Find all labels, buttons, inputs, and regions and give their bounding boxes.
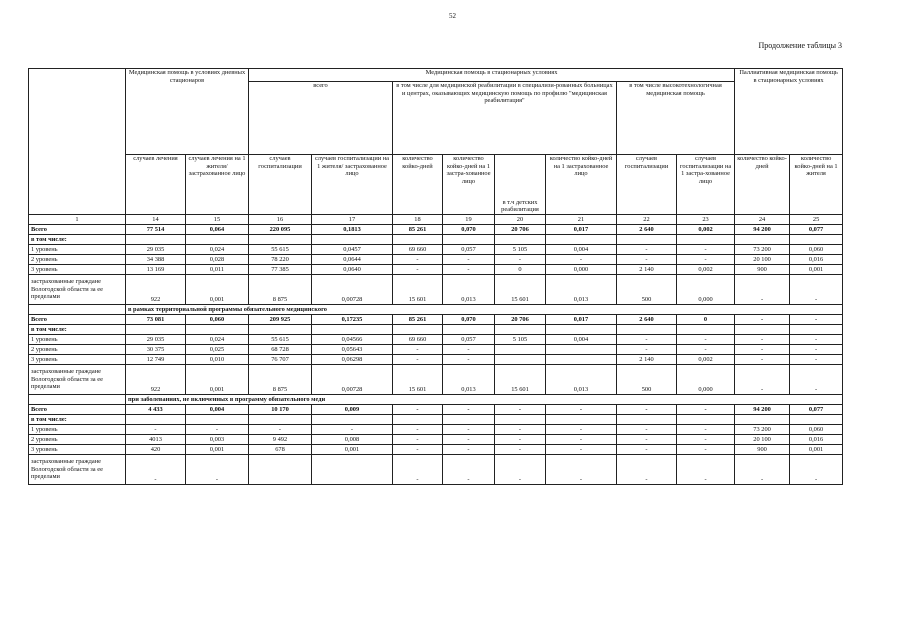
table-cell: - <box>393 255 443 265</box>
table-cell: 0,016 <box>790 435 843 445</box>
table-cell: - <box>546 405 617 415</box>
table-row <box>29 415 843 425</box>
subheader-cell: случаев госпитализации на 1 жителя/ застрахованное лицо <box>312 155 393 215</box>
table-cell: - <box>393 425 443 435</box>
table-cell <box>495 355 546 365</box>
table-cell: - <box>495 455 546 485</box>
table-cell: - <box>393 455 443 485</box>
table-cell: 68 728 <box>249 345 312 355</box>
table-cell: 76 707 <box>249 355 312 365</box>
row-label: Всего <box>29 405 126 415</box>
header-inpatient: Медицинская помощь в стационарных условиях <box>249 69 735 82</box>
table-cell: - <box>735 455 790 485</box>
col-number: 19 <box>443 215 495 225</box>
header-hightech: в том числе высокотехнологичная медицинская помощь <box>617 82 735 155</box>
table-cell: - <box>249 425 312 435</box>
table-cell: - <box>546 425 617 435</box>
table-cell: - <box>790 315 843 325</box>
row-label: 2 уровень <box>29 435 126 445</box>
table-cell: 0,00728 <box>312 365 393 395</box>
table-cell: 0,060 <box>186 315 249 325</box>
table-cell: - <box>617 255 677 265</box>
table-cell: 0,017 <box>546 315 617 325</box>
table-cell: 20 706 <box>495 225 546 235</box>
page-number: 52 <box>449 12 456 20</box>
table-cell: 12 749 <box>126 355 186 365</box>
table-cell: 0,011 <box>186 265 249 275</box>
table-cell: 73 081 <box>126 315 186 325</box>
table-cell: 94 200 <box>735 405 790 415</box>
table-cell: - <box>495 445 546 455</box>
table-cell: - <box>677 245 735 255</box>
table-cell: - <box>443 405 495 415</box>
header-rehab: в том числе для медицинской реабилитации в специализи-рованных больницах и центрах, оказывающих медицинскую помощь по профилю "медицинская реабилитация" <box>393 82 617 155</box>
table-cell: 0,05643 <box>312 345 393 355</box>
col-number: 1 <box>29 215 126 225</box>
table-row <box>29 245 843 255</box>
data-table <box>28 68 843 485</box>
table-row <box>29 445 843 455</box>
table-cell: 0,009 <box>312 405 393 415</box>
table-cell: 0,001 <box>186 445 249 455</box>
table-row <box>29 365 843 395</box>
table-cell: 0,004 <box>186 405 249 415</box>
table-cell: 0,001 <box>790 265 843 275</box>
table-cell: 0,001 <box>186 275 249 305</box>
table-cell: 0,04566 <box>312 335 393 345</box>
table-cell: 0,010 <box>186 355 249 365</box>
table-cell: - <box>677 455 735 485</box>
row-label: 2 уровень <box>29 345 126 355</box>
row-label: застрахованные граждане Вологодской области за ее пределами <box>29 275 126 305</box>
table-cell: - <box>495 425 546 435</box>
table-cell: - <box>617 345 677 355</box>
table-cell: 8 875 <box>249 275 312 305</box>
table-cell: 0,013 <box>546 275 617 305</box>
table-cell: 0,0640 <box>312 265 393 275</box>
table-cell: 15 601 <box>495 365 546 395</box>
table-cell: 78 220 <box>249 255 312 265</box>
table-cell: 500 <box>617 275 677 305</box>
table-cell: - <box>617 455 677 485</box>
col-number: 21 <box>546 215 617 225</box>
table-cell: - <box>443 445 495 455</box>
table-cell: 77 514 <box>126 225 186 235</box>
row-label: 3 уровень <box>29 355 126 365</box>
table-cell: 0,028 <box>186 255 249 265</box>
table-cell: 0,060 <box>790 245 843 255</box>
col-number: 16 <box>249 215 312 225</box>
table-cell: 0,017 <box>546 225 617 235</box>
table-cell: 2 640 <box>617 225 677 235</box>
table-cell: 20 706 <box>495 315 546 325</box>
table-cell: 0,008 <box>312 435 393 445</box>
col-number: 14 <box>126 215 186 225</box>
table-cell: 0,057 <box>443 335 495 345</box>
table-cell: - <box>186 455 249 485</box>
col-number: 25 <box>790 215 843 225</box>
table-cell <box>546 355 617 365</box>
table-cell: - <box>617 425 677 435</box>
table-cell: - <box>546 435 617 445</box>
table-cell: - <box>443 255 495 265</box>
table-cell: 0,0457 <box>312 245 393 255</box>
table-cell: - <box>790 365 843 395</box>
column-number-row <box>29 215 843 225</box>
table-cell: 2 140 <box>617 355 677 365</box>
row-label: застрахованные граждане Вологодской области за ее пределами <box>29 455 126 485</box>
row-label: в том числе: <box>29 325 126 335</box>
table-cell: 0,17235 <box>312 315 393 325</box>
table-cell: 15 601 <box>393 365 443 395</box>
table-cell: 900 <box>735 265 790 275</box>
table-cell: 4 433 <box>126 405 186 415</box>
row-label: в том числе: <box>29 415 126 425</box>
table-cell <box>312 455 393 485</box>
table-row <box>29 335 843 345</box>
table-row <box>29 225 843 235</box>
table-cell: - <box>443 265 495 275</box>
table-cell: - <box>393 355 443 365</box>
table-cell: - <box>546 455 617 485</box>
table-cell: - <box>393 265 443 275</box>
table-cell: - <box>735 365 790 395</box>
table-caption: Продолжение таблицы 3 <box>758 41 842 50</box>
table-cell: 0,077 <box>790 225 843 235</box>
table-cell: - <box>790 455 843 485</box>
table-row <box>29 355 843 365</box>
table-cell: - <box>546 255 617 265</box>
table-cell: 85 261 <box>393 225 443 235</box>
table-cell: 55 615 <box>249 335 312 345</box>
table-row <box>29 405 843 415</box>
table-cell: - <box>443 355 495 365</box>
table-cell: 69 660 <box>393 335 443 345</box>
table-cell: - <box>393 405 443 415</box>
table-row <box>29 315 843 325</box>
table-cell: 0,057 <box>443 245 495 255</box>
table-cell: - <box>495 405 546 415</box>
table-cell: - <box>790 345 843 355</box>
table-cell: - <box>617 335 677 345</box>
table-cell: - <box>677 445 735 455</box>
table-row <box>29 235 843 245</box>
table-cell: 4013 <box>126 435 186 445</box>
table-cell: 2 140 <box>617 265 677 275</box>
table-cell: 0,077 <box>790 405 843 415</box>
table-cell: - <box>443 455 495 485</box>
table-cell: 29 035 <box>126 335 186 345</box>
table-cell: 922 <box>126 365 186 395</box>
col-number: 17 <box>312 215 393 225</box>
table-row <box>29 435 843 445</box>
table-cell: 0,025 <box>186 345 249 355</box>
table-cell: 0 <box>677 315 735 325</box>
table-cell: - <box>617 435 677 445</box>
section-title: при заболеваниях, не включенных в программу обязательного меди <box>126 395 843 405</box>
table-cell: 0,013 <box>443 275 495 305</box>
table-cell: - <box>393 435 443 445</box>
table-cell: 0,001 <box>312 445 393 455</box>
table-cell: 20 100 <box>735 435 790 445</box>
table-cell: 0,060 <box>790 425 843 435</box>
row-label: застрахованные граждане Вологодской области за ее пределами <box>29 365 126 395</box>
table-cell: - <box>443 435 495 445</box>
table-cell: 0,002 <box>677 225 735 235</box>
table-cell: - <box>617 245 677 255</box>
row-label: Всего <box>29 315 126 325</box>
table-cell: - <box>677 335 735 345</box>
table-cell: 5 105 <box>495 245 546 255</box>
subheader-cell: количество койко-дней <box>393 155 443 215</box>
table-cell: 15 601 <box>393 275 443 305</box>
table-cell: 0 <box>495 265 546 275</box>
table-cell: 13 169 <box>126 265 186 275</box>
table-cell: 0,070 <box>443 315 495 325</box>
table-row <box>29 325 843 335</box>
table-cell: 0,002 <box>677 265 735 275</box>
table-row <box>29 455 843 485</box>
table-cell: 69 660 <box>393 245 443 255</box>
table-cell: 0,001 <box>186 365 249 395</box>
subheader-cell: случаев госпитализации <box>617 155 677 215</box>
table-cell: - <box>677 435 735 445</box>
table-cell: - <box>735 335 790 345</box>
subheader-cell: количество койко-дней на 1 застрахованное лицо <box>546 155 617 215</box>
subheader-cell: случаев лечения <box>126 155 186 215</box>
row-label: 3 уровень <box>29 445 126 455</box>
table-cell: - <box>393 445 443 455</box>
table-cell: - <box>677 255 735 265</box>
table-cell: 2 640 <box>617 315 677 325</box>
table-cell <box>249 455 312 485</box>
table-cell: 0,06298 <box>312 355 393 365</box>
table-cell: 0,0644 <box>312 255 393 265</box>
table-cell: - <box>677 405 735 415</box>
table-cell: 678 <box>249 445 312 455</box>
table-cell: 0,004 <box>546 335 617 345</box>
table-cell: 77 385 <box>249 265 312 275</box>
table-cell: - <box>790 335 843 345</box>
header-corner <box>29 69 126 215</box>
row-label: в том числе: <box>29 235 126 245</box>
header-day-hospital: Медицинская помощь в условиях дневных стационаров <box>126 69 249 155</box>
table-cell: - <box>126 455 186 485</box>
table-cell: - <box>735 275 790 305</box>
table-cell: 0,016 <box>790 255 843 265</box>
row-label: 2 уровень <box>29 255 126 265</box>
row-label: 1 уровень <box>29 245 126 255</box>
table-cell: 0,070 <box>443 225 495 235</box>
col-number: 20 <box>495 215 546 225</box>
table-cell: 10 170 <box>249 405 312 415</box>
table-cell: - <box>443 425 495 435</box>
table-cell: 420 <box>126 445 186 455</box>
table-row <box>29 345 843 355</box>
table-cell: - <box>443 345 495 355</box>
table-cell: 0,024 <box>186 335 249 345</box>
section-row <box>29 395 843 405</box>
table-cell: 30 375 <box>126 345 186 355</box>
col-number: 24 <box>735 215 790 225</box>
table-cell: - <box>617 445 677 455</box>
table-cell: 5 105 <box>495 335 546 345</box>
table-cell: - <box>735 315 790 325</box>
table-cell: 500 <box>617 365 677 395</box>
table-cell: 85 261 <box>393 315 443 325</box>
table-cell: 0,002 <box>677 355 735 365</box>
table-cell: 29 035 <box>126 245 186 255</box>
subheader-cell: количество койко-дней на 1 застра-хованное лицо <box>443 155 495 215</box>
table-row <box>29 425 843 435</box>
table-cell: 0,001 <box>790 445 843 455</box>
row-label: 1 уровень <box>29 335 126 345</box>
table-cell: - <box>495 255 546 265</box>
table-cell: 34 388 <box>126 255 186 265</box>
table-cell <box>495 345 546 355</box>
table-cell: - <box>677 425 735 435</box>
table-cell: 0,013 <box>443 365 495 395</box>
table-cell: 220 095 <box>249 225 312 235</box>
col-number: 18 <box>393 215 443 225</box>
table-cell: 94 200 <box>735 225 790 235</box>
table-row <box>29 265 843 275</box>
header-total: всего <box>249 82 393 155</box>
table-cell: - <box>495 435 546 445</box>
table-cell: - <box>677 345 735 355</box>
table-cell: 0,013 <box>546 365 617 395</box>
subheader-cell: случаев госпитализации <box>249 155 312 215</box>
table-cell: 900 <box>735 445 790 455</box>
table-cell: 209 925 <box>249 315 312 325</box>
table-cell: - <box>735 355 790 365</box>
table-row <box>29 255 843 265</box>
row-label: 1 уровень <box>29 425 126 435</box>
section-title: в рамках территориальной программы обязательного медицинского <box>126 305 843 315</box>
table-cell: - <box>312 425 393 435</box>
table-cell: 0,000 <box>677 365 735 395</box>
table-cell <box>546 345 617 355</box>
table-cell: - <box>790 355 843 365</box>
subheader-cell: количество койко-дней на 1 жителя <box>790 155 843 215</box>
table-cell: - <box>126 425 186 435</box>
table-cell: 73 200 <box>735 425 790 435</box>
header-palliative: Паллиативная медицинская помощь в стационарных условиях <box>735 69 843 155</box>
table-cell: 0,064 <box>186 225 249 235</box>
col-number: 23 <box>677 215 735 225</box>
subheader-cell: количество койко-дней <box>735 155 790 215</box>
subheader-cell: случаев госпитализации на 1 застра-хованное лицо <box>677 155 735 215</box>
col-number: 15 <box>186 215 249 225</box>
table-cell: 0,00728 <box>312 275 393 305</box>
table-cell: 20 100 <box>735 255 790 265</box>
table-cell: 0,000 <box>546 265 617 275</box>
section-row <box>29 305 843 315</box>
row-label: Всего <box>29 225 126 235</box>
table-cell: 0,004 <box>546 245 617 255</box>
table-cell: - <box>735 345 790 355</box>
table-cell: 922 <box>126 275 186 305</box>
table-cell: 15 601 <box>495 275 546 305</box>
table-cell: 8 875 <box>249 365 312 395</box>
table-cell: - <box>546 445 617 455</box>
table-cell: 55 615 <box>249 245 312 255</box>
table-cell: 73 200 <box>735 245 790 255</box>
table-row <box>29 275 843 305</box>
col-number: 22 <box>617 215 677 225</box>
table-cell: - <box>790 275 843 305</box>
table-cell: 0,000 <box>677 275 735 305</box>
subheader-cell: случаев лечения на 1 жителя/ застрахованное лицо <box>186 155 249 215</box>
table-cell: - <box>617 405 677 415</box>
subheader-cell: в т.ч детских реабилитация <box>495 155 546 215</box>
table-cell: 9 492 <box>249 435 312 445</box>
row-label: 3 уровень <box>29 265 126 275</box>
table-cell: 0,003 <box>186 435 249 445</box>
table-cell: 0,1813 <box>312 225 393 235</box>
table-cell: - <box>186 425 249 435</box>
table-cell: - <box>393 345 443 355</box>
table-cell: 0,024 <box>186 245 249 255</box>
